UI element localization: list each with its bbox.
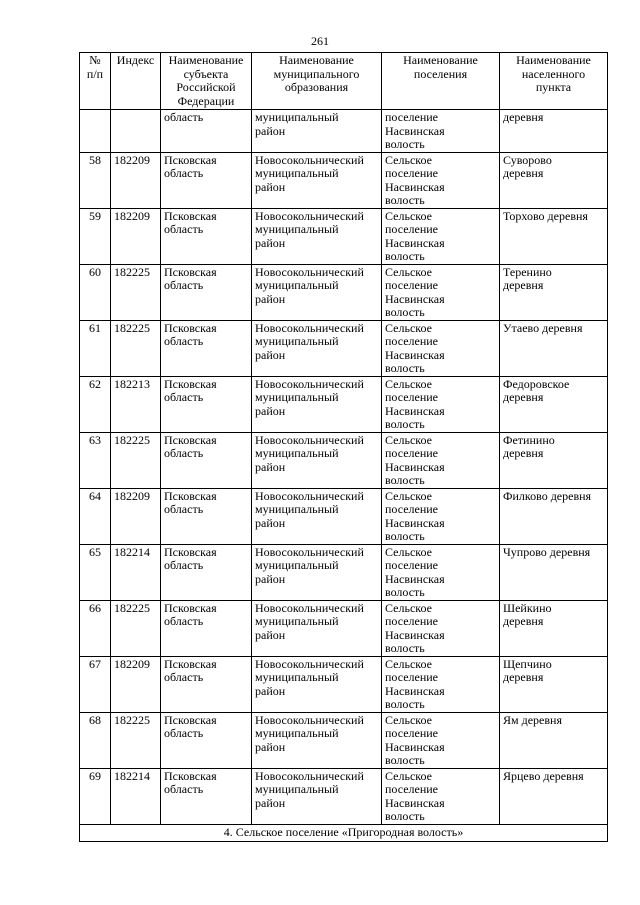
table-row <box>80 320 608 376</box>
cell-number: 65 <box>80 544 111 600</box>
cell-subject: Псковская область <box>161 208 252 264</box>
table-row <box>80 600 608 656</box>
cell-locality: Щепчино деревня <box>500 656 608 712</box>
cell-number: 64 <box>80 488 111 544</box>
cell-index: 182213 <box>111 376 161 432</box>
cell-municipality: Новосокольнический муниципальный район <box>252 432 382 488</box>
cell-index: 182225 <box>111 600 161 656</box>
cell-municipality: Новосокольнический муниципальный район <box>252 544 382 600</box>
cell-locality: Шейкино деревня <box>500 600 608 656</box>
table-row <box>80 488 608 544</box>
cell-subject: Псковская область <box>161 768 252 824</box>
cell-number: 68 <box>80 712 111 768</box>
cell-locality: Федоровское деревня <box>500 376 608 432</box>
table-row <box>80 264 608 320</box>
cell-locality: Торхово деревня <box>500 208 608 264</box>
cell-locality: Ярцево деревня <box>500 768 608 824</box>
cell-settlement: Сельское поселение Насвинская волость <box>382 768 500 824</box>
cell-index: 182214 <box>111 768 161 824</box>
header-index: Индекс <box>111 53 161 110</box>
cell-number: 59 <box>80 208 111 264</box>
cell-municipality: Новосокольнический муниципальный район <box>252 376 382 432</box>
cell-locality: деревня <box>500 110 608 153</box>
cell-municipality: Новосокольнический муниципальный район <box>252 600 382 656</box>
table-row <box>80 376 608 432</box>
cell-municipality: Новосокольнический муниципальный район <box>252 152 382 208</box>
table-row <box>80 712 608 768</box>
cell-settlement: поселение Насвинская волость <box>382 110 500 153</box>
cell-number <box>80 110 111 153</box>
cell-subject: Псковская область <box>161 488 252 544</box>
cell-settlement: Сельское поселение Насвинская волость <box>382 152 500 208</box>
table-row <box>80 432 608 488</box>
cell-number: 60 <box>80 264 111 320</box>
table-row <box>80 208 608 264</box>
cell-settlement: Сельское поселение Насвинская волость <box>382 712 500 768</box>
cell-locality: Суворово деревня <box>500 152 608 208</box>
cell-subject: Псковская область <box>161 376 252 432</box>
table-row-continuation <box>80 110 608 153</box>
cell-index: 182225 <box>111 712 161 768</box>
cell-settlement: Сельское поселение Насвинская волость <box>382 376 500 432</box>
page-number: 261 <box>311 34 329 48</box>
cell-subject: область <box>161 110 252 153</box>
cell-municipality: Новосокольнический муниципальный район <box>252 712 382 768</box>
cell-municipality: Новосокольнический муниципальный район <box>252 768 382 824</box>
settlements-table <box>79 52 608 842</box>
cell-locality: Теренино деревня <box>500 264 608 320</box>
cell-number: 66 <box>80 600 111 656</box>
cell-municipality: Новосокольнический муниципальный район <box>252 264 382 320</box>
header-settlement: Наименование поселения <box>382 53 500 110</box>
cell-number: 58 <box>80 152 111 208</box>
cell-subject: Псковская область <box>161 264 252 320</box>
cell-number: 69 <box>80 768 111 824</box>
cell-locality: Чупрово деревня <box>500 544 608 600</box>
cell-municipality: муниципальный район <box>252 110 382 153</box>
cell-municipality: Новосокольнический муниципальный район <box>252 320 382 376</box>
cell-index: 182214 <box>111 544 161 600</box>
cell-settlement: Сельское поселение Насвинская волость <box>382 488 500 544</box>
cell-locality: Ям деревня <box>500 712 608 768</box>
table-row <box>80 152 608 208</box>
header-locality: Наименование населенного пункта <box>500 53 608 110</box>
cell-index: 182225 <box>111 320 161 376</box>
cell-locality: Утаево деревня <box>500 320 608 376</box>
cell-subject: Псковская область <box>161 544 252 600</box>
table-row <box>80 544 608 600</box>
cell-settlement: Сельское поселение Насвинская волость <box>382 264 500 320</box>
cell-index: 182209 <box>111 208 161 264</box>
section-heading-row <box>80 824 608 841</box>
cell-municipality: Новосокольнический муниципальный район <box>252 656 382 712</box>
table-row <box>80 656 608 712</box>
cell-subject: Псковская область <box>161 600 252 656</box>
cell-settlement: Сельское поселение Насвинская волость <box>382 600 500 656</box>
cell-settlement: Сельское поселение Насвинская волость <box>382 544 500 600</box>
cell-index: 182209 <box>111 152 161 208</box>
cell-index: 182209 <box>111 656 161 712</box>
cell-subject: Псковская область <box>161 152 252 208</box>
cell-settlement: Сельское поселение Насвинская волость <box>382 320 500 376</box>
header-subject: Наименование субъекта Российской Федерации <box>161 53 252 110</box>
cell-settlement: Сельское поселение Насвинская волость <box>382 432 500 488</box>
cell-locality: Филково деревня <box>500 488 608 544</box>
cell-subject: Псковская область <box>161 712 252 768</box>
cell-index: 182225 <box>111 432 161 488</box>
cell-locality: Фетинино деревня <box>500 432 608 488</box>
cell-index: 182225 <box>111 264 161 320</box>
cell-settlement: Сельское поселение Насвинская волость <box>382 656 500 712</box>
header-municipality: Наименование муниципального образования <box>252 53 382 110</box>
cell-municipality: Новосокольнический муниципальный район <box>252 488 382 544</box>
cell-index <box>111 110 161 153</box>
cell-number: 62 <box>80 376 111 432</box>
cell-number: 67 <box>80 656 111 712</box>
cell-number: 61 <box>80 320 111 376</box>
table-row <box>80 768 608 824</box>
cell-subject: Псковская область <box>161 320 252 376</box>
header-number: № п/п <box>80 53 111 110</box>
cell-number: 63 <box>80 432 111 488</box>
section-heading: 4. Сельское поселение «Пригородная волость» <box>80 824 608 841</box>
cell-settlement: Сельское поселение Насвинская волость <box>382 208 500 264</box>
cell-subject: Псковская область <box>161 432 252 488</box>
table-header-row <box>80 53 608 110</box>
cell-index: 182209 <box>111 488 161 544</box>
cell-subject: Псковская область <box>161 656 252 712</box>
cell-municipality: Новосокольнический муниципальный район <box>252 208 382 264</box>
